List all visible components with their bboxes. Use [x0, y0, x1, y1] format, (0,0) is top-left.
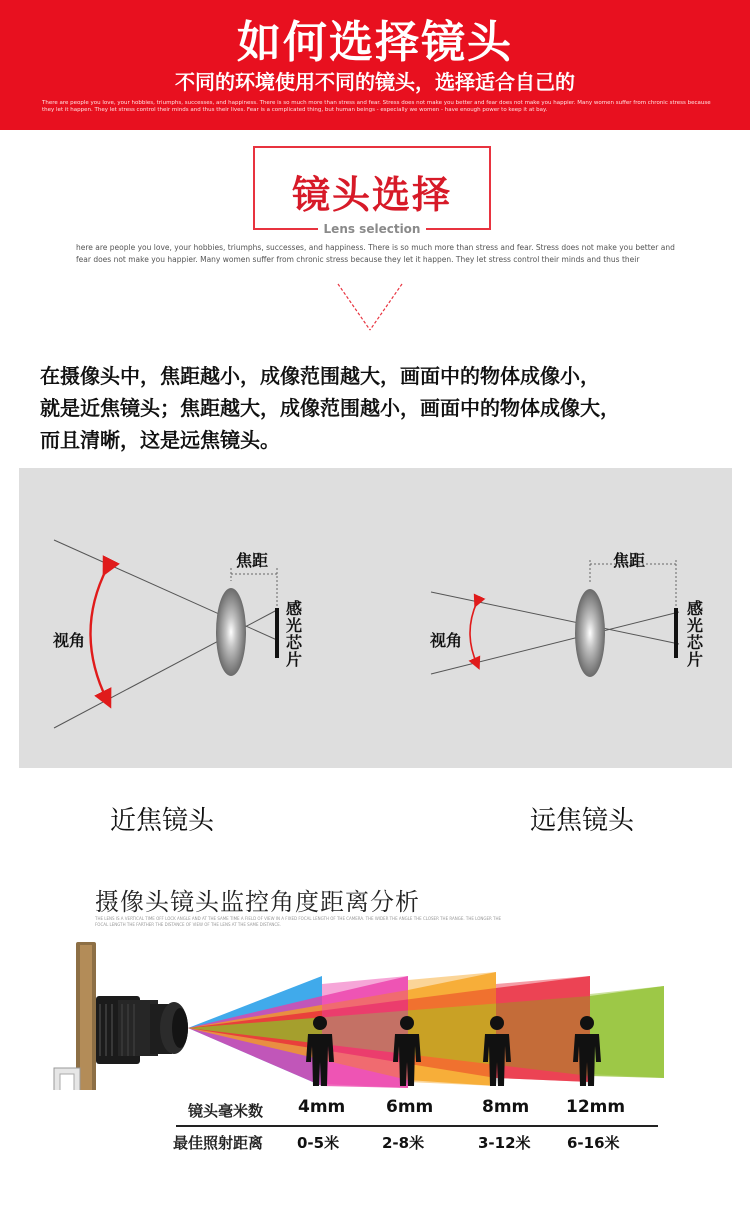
lens-mm-value: 4mm: [298, 1097, 346, 1117]
section-paragraph: here are people you love, your hobbies, triumphs, successes, and happiness. There is so much more than stress and fear. Stress does not make you better and fear does not make you happier. Many women suffer from chronic stress because they let it happen. They let stress control their minds and thus their: [76, 243, 675, 264]
focal-diagram: [19, 468, 732, 768]
lens-distance-value: 6-16米: [567, 1134, 620, 1152]
chevron-down-icon: [336, 282, 406, 334]
focal-diagram-panel: [19, 468, 732, 768]
intro-line: 在摄像头中，焦距越小，成像范围越大，画面中的物体成像小，: [40, 364, 600, 388]
far-focal-label: 焦距: [613, 551, 646, 570]
far-lens-icon: [575, 589, 605, 677]
far-sensor-icon: [674, 608, 678, 658]
table-divider: [176, 1125, 658, 1127]
far-lens-diagram: [431, 560, 679, 677]
lens-mm-value: 12mm: [566, 1097, 626, 1117]
lens-distance-value: 3-12米: [478, 1134, 531, 1152]
far-sensor-label: 感光芯片: [686, 599, 703, 669]
banner-title: 如何选择镜头: [237, 17, 513, 68]
section-subtitle-wrap: [253, 218, 491, 237]
intro-line: 就是近焦镜头；焦距越大，成像范围越小，画面中的物体成像大，: [40, 396, 620, 420]
beam-band: [590, 986, 664, 1078]
analysis-title: 摄像头镜头监控角度距离分析: [95, 888, 420, 916]
far-angle-label: 视角: [430, 631, 463, 650]
near-angle-arrow: [91, 568, 108, 700]
section-subtitle: Lens selection: [318, 222, 427, 236]
analysis-small-text: THE LENS IS A VERTICAL TIME OFF LOCK ANGLE AND AT THE SAME TIME A FIELD OF VIEW IN A FIXED FOCAL LENGTH OF THE CAMERA. THE WIDER THE ANGLE THE CLOSER THE RANGE. THE LONGER THE FOCAL LENGTH THE FARTHER THE DISTANCE OF VIEW OF THE LENS AT THE SAME DISTANCE.: [95, 916, 502, 927]
near-lens-caption: 近焦镜头: [110, 806, 215, 836]
near-focal-label: 焦距: [236, 551, 269, 570]
section-title: 镜头选择: [291, 173, 452, 217]
banner-subtitle: 不同的环境使用不同的镜头，选择适合自己的: [175, 70, 575, 94]
near-lens-icon: [216, 588, 246, 676]
camera-module-icon: [54, 942, 188, 1090]
far-angle-arrow: [470, 602, 477, 664]
top-banner: [0, 0, 750, 130]
beam-band: [496, 976, 590, 1082]
row-label-mm: 镜头毫米数: [188, 1102, 264, 1120]
beam-band: [322, 976, 408, 1088]
lens-distance-value: 2-8米: [382, 1134, 425, 1152]
far-lens-caption: 远焦镜头: [530, 806, 635, 836]
lens-mm-value: 6mm: [386, 1097, 434, 1117]
lens-mm-value: 8mm: [482, 1097, 530, 1117]
banner-small-text: There are people you love, your hobbies, triumphs, successes, and happiness. There is so much more than stress and fear. Stress does not make you better and fear does not make you happier. Many women suffer from chronic stress because they let it happen. They let stress control their minds and thus their lives. Fear is a complicated thing, but human beings - especially we women - have enough power to keep it at bay.: [42, 100, 711, 113]
near-sensor-icon: [275, 608, 279, 658]
lens-distance-value: 0-5米: [297, 1134, 340, 1152]
intro-line: 而且清晰，这是远焦镜头。: [40, 428, 280, 452]
near-angle-label: 视角: [53, 631, 86, 650]
near-sensor-label: 感光芯片: [285, 599, 302, 669]
row-label-distance: 最佳照射距离: [173, 1134, 264, 1152]
beam-band: [408, 972, 496, 1086]
lens-range-graphic: [0, 930, 750, 1090]
intro-paragraph: [40, 360, 730, 456]
